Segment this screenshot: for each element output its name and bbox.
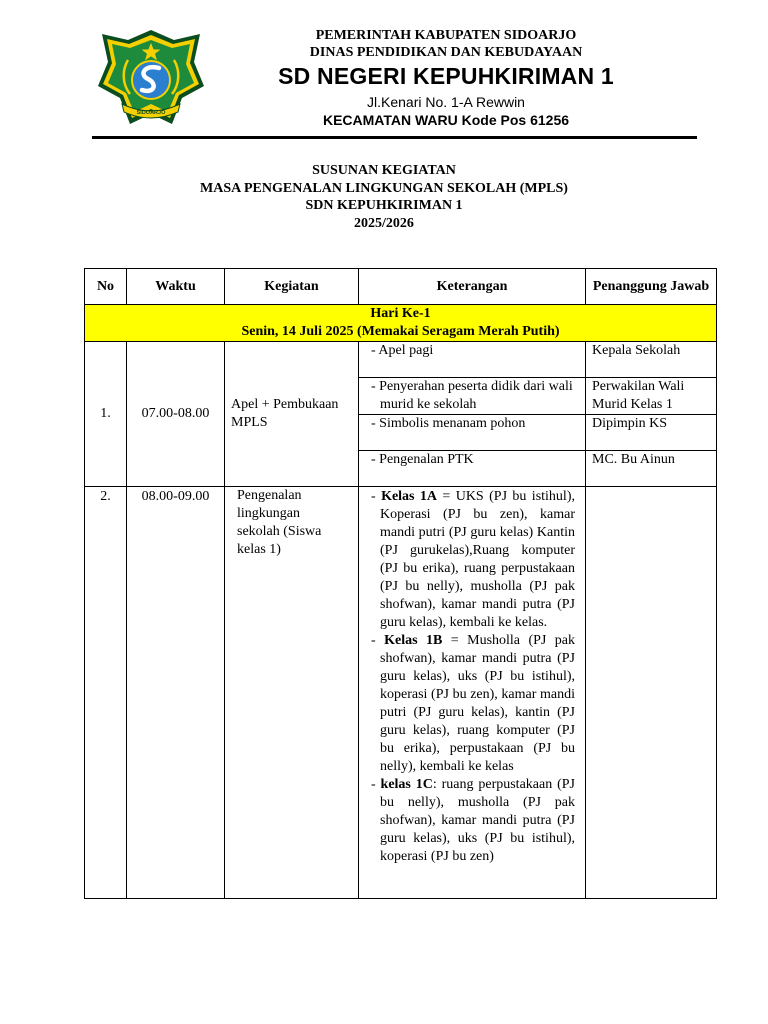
title-line-1: SUSUNAN KEGIATAN [312, 163, 456, 178]
description-text: - Apel pagi [371, 343, 434, 358]
school-logo [96, 26, 206, 130]
description-list [371, 488, 575, 897]
letterhead-divider [92, 136, 697, 139]
table-row [85, 342, 717, 378]
row-description [359, 415, 586, 451]
description-text: - Penyerahan peserta didik dari wali murid ke sekolah [371, 379, 573, 412]
table-header-row [85, 269, 717, 305]
header-penanggung-jawab: Penanggung Jawab [586, 269, 717, 305]
government-name: PEMERINTAH KABUPATEN SIDOARJO [315, 28, 577, 43]
document-title [150, 162, 618, 232]
day-header [85, 305, 717, 342]
description-text: - Simbolis menanam pohon [371, 416, 526, 431]
emblem-ribbon-text: SIDOARJO [136, 110, 166, 116]
header-keterangan: Keterangan [359, 269, 586, 305]
class-label: Kelas 1A [381, 489, 438, 504]
header-kegiatan: Kegiatan [225, 269, 359, 305]
row-person-in-charge: Perwakilan Wali Murid Kelas 1 [586, 378, 717, 415]
row-person-in-charge: Kepala Sekolah [586, 342, 717, 378]
school-address: Jl.Kenari No. 1-A Rewwin [367, 94, 525, 110]
school-district: KECAMATAN WARU Kode Pos 61256 [322, 112, 570, 128]
row-description [359, 451, 586, 487]
description-text: - Pengenalan PTK [371, 452, 474, 467]
description-item: - kelas 1C: ruang perpustakaan (PJ bu nelly), musholla (PJ pak shofwan), kamar mandi putra (PJ guru kelas), uks (PJ bu istihul), koperasi (PJ bu zen) [371, 777, 575, 864]
row-description [359, 342, 586, 378]
department-name: DINAS PENDIDIKAN DAN KEBUDAYAAN [309, 45, 583, 60]
letterhead [250, 27, 642, 129]
class-label: kelas 1C [380, 777, 433, 792]
row-time: 07.00-08.00 [127, 342, 225, 487]
header-no: No [85, 269, 127, 305]
row-person-in-charge: Dipimpin KS [586, 415, 717, 451]
row-activity: Apel + Pembukaan MPLS [225, 342, 359, 487]
row-time: 08.00-09.00 [127, 487, 225, 899]
day-number: Hari Ke-1 [370, 306, 431, 321]
schedule-table [84, 268, 717, 899]
row-number: 1. [85, 342, 127, 487]
description-item: - Kelas 1B = Musholla (PJ pak shofwan), kamar mandi putra (PJ guru kelas), uks (PJ bu istihul), koperasi (PJ bu zen), kamar mandi putri (PJ guru kelas), kantin (PJ guru kelas), ruang komputer (PJ bu erika), perpustakaan (PJ bu nelly), kembali ke kelas [371, 633, 575, 774]
header-waktu: Waktu [127, 269, 225, 305]
row-description [359, 378, 586, 415]
day-header-row [85, 305, 717, 342]
row-activity: Pengenalan lingkungan sekolah (Siswa kelas 1) [225, 487, 359, 899]
row-number: 2. [85, 487, 127, 899]
title-line-4: 2025/2026 [354, 215, 414, 231]
class-route: = Musholla (PJ pak shofwan), kamar mandi putra (PJ guru kelas), uks (PJ bu istihul), koperasi (PJ bu zen), kamar mandi putri (PJ guru kelas), kantin (PJ guru kelas), ruang komputer (PJ bu erika), perpustakaan (PJ bu nelly), kembali ke kelas [380, 633, 575, 774]
row-person-in-charge: MC. Bu Ainun [586, 451, 717, 487]
sidoarjo-emblem-icon [96, 26, 206, 130]
description-item: - Kelas 1A = UKS (PJ bu istihul), Koperasi (PJ bu zen), kamar mandi putri (PJ guru kelas) Kantin (PJ gurukelas),Ruang komputer (PJ bu erika), ruang perpustakaan (PJ bu nelly), musholla (PJ pak shofwan), kamar mandi putra (PJ guru kelas), kembali ke kelas. [371, 489, 575, 630]
class-label: Kelas 1B [384, 633, 443, 648]
row-person-in-charge [586, 487, 717, 899]
row-description [359, 487, 586, 899]
class-route: : ruang perpustakaan (PJ bu nelly), musholla (PJ pak shofwan), kamar mandi putra (PJ guru kelas), uks (PJ bu istihul), koperasi (PJ bu zen) [380, 777, 575, 864]
title-line-2: MASA PENGENALAN LINGKUNGAN SEKOLAH (MPLS) [200, 180, 568, 196]
table-row [85, 487, 717, 899]
school-name: SD NEGERI KEPUHKIRIMAN 1 [278, 63, 614, 89]
class-route: = UKS (PJ bu istihul), Koperasi (PJ bu zen), kamar mandi putri (PJ guru kelas) Kantin (PJ gurukelas),Ruang komputer (PJ bu erika), ruang perpustakaan (PJ bu nelly), musholla (PJ pak shofwan), kamar mandi putra (PJ guru kelas), kembali ke kelas. [380, 489, 575, 630]
day-date: Senin, 14 Juli 2025 (Memakai Seragam Merah Putih) [241, 324, 560, 339]
title-line-3: SDN KEPUHKIRIMAN 1 [305, 198, 463, 213]
